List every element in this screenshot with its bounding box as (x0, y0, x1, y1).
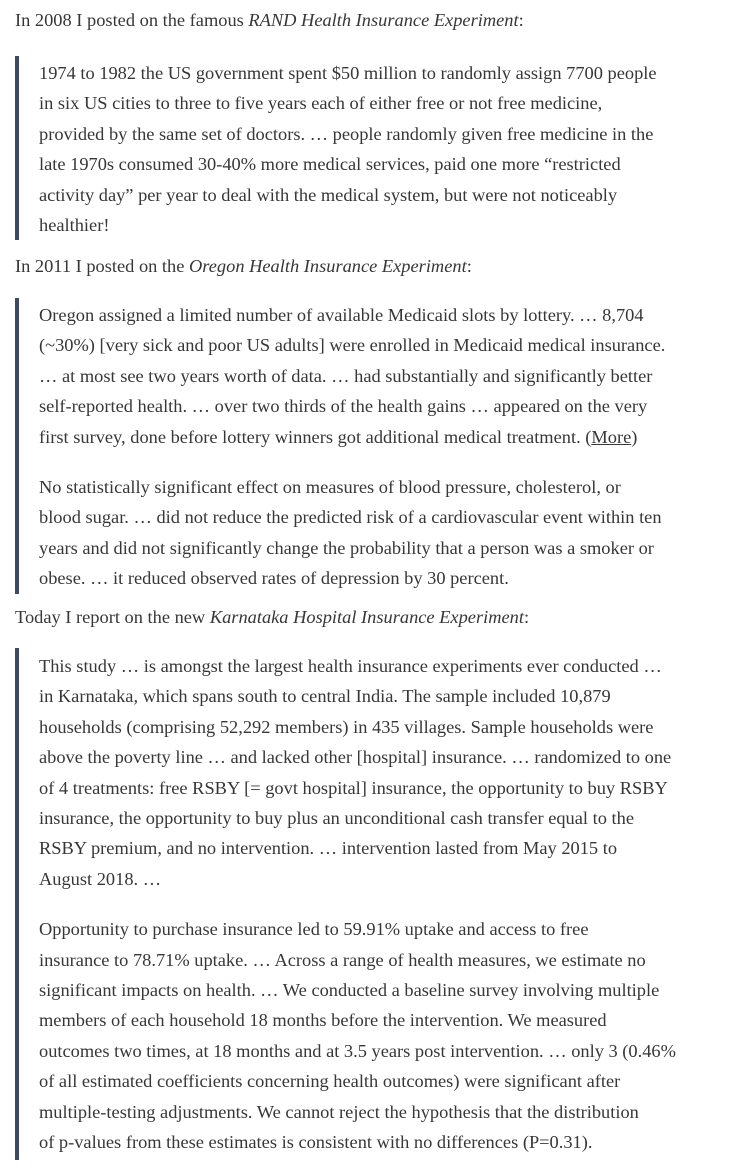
intro-oregon: In 2011 I posted on the Oregon Health Insurance Experiment: (15, 256, 472, 276)
quote-paragraph: Opportunity to purchase insurance led to 59.91% uptake and access to free insurance to 78.71% uptake. … Across a range of health measures, we estimate no significant impacts on health. … We conducted a baseline survey involving multiple members of each household 18 months before the intervention. We measured outcomes two times, at 18 months and at 3.5 years post intervention. … only 3 (0.46% of all estimated coefficients concerning health outcomes) were significant after multiple-testing adjustments. We cannot reject the hypothesis that the distribution of p-values from these estimates is consistent with no differences (P=0.31). (39, 919, 676, 1153)
experiment-name-rand: RAND Health Insurance Experiment (248, 10, 519, 30)
experiment-name-karnataka: Karnataka Hospital Insurance Experiment (209, 607, 524, 627)
more-link[interactable]: More (591, 426, 632, 447)
quote-paragraph: Oregon assigned a limited number of available Medicaid slots by lottery. … 8,704 (~30%) [very sick and poor US adults] were enrolled in Medicaid medical insurance. … at most see two years worth of data. … had substantially and significantly better self-reported health. … over two thirds of the health gains … appeared on the very first survey, done before lottery winners got additional medical treatment. (More) (39, 305, 666, 447)
quote-paragraph: No statistically significant effect on measures of blood pressure, cholesterol, or blood sugar. … did not reduce the predicted risk of a cardiovascular event within ten years and did not significantly change the probability that a person was a smoker or obese. … it reduced observed rates of depression by 30 percent. (39, 477, 662, 589)
blockquote-karnataka (15, 648, 750, 1160)
experiment-name-oregon: Oregon Health Insurance Experiment (189, 256, 467, 276)
intro-rand: In 2008 I posted on the famous RAND Health Insurance Experiment: (15, 10, 524, 30)
quote-paragraph: 1974 to 1982 the US government spent $50 million to randomly assign 7700 people in six US cities to three to five years each of either free or not free medicine, provided by the same set of doctors. … people randomly given free medicine in the late 1970s consumed 30-40% more medical services, paid one more “restricted activity day” per year to deal with the medical system, but were not noticeably healthier! (39, 63, 657, 236)
intro-karnataka: Today I report on the new Karnataka Hospital Insurance Experiment: (15, 607, 530, 627)
blockquote-rand (15, 56, 750, 240)
blockquote-oregon (15, 298, 750, 594)
quote-paragraph: This study … is amongst the largest health insurance experiments ever conducted … in Karnataka, which spans south to central India. The sample included 10,879 households (comprising 52,292 members) in 435 villages. Sample households were above the poverty line … and lacked other [hospital] insurance. … randomized to one of 4 treatments: free RSBY [= govt hospital] insurance, the opportunity to buy RSBY insurance, the opportunity to buy plus an unconditional cash transfer equal to the RSBY premium, and no intervention. … intervention lasted from May 2015 to August 2018. … (39, 656, 672, 889)
